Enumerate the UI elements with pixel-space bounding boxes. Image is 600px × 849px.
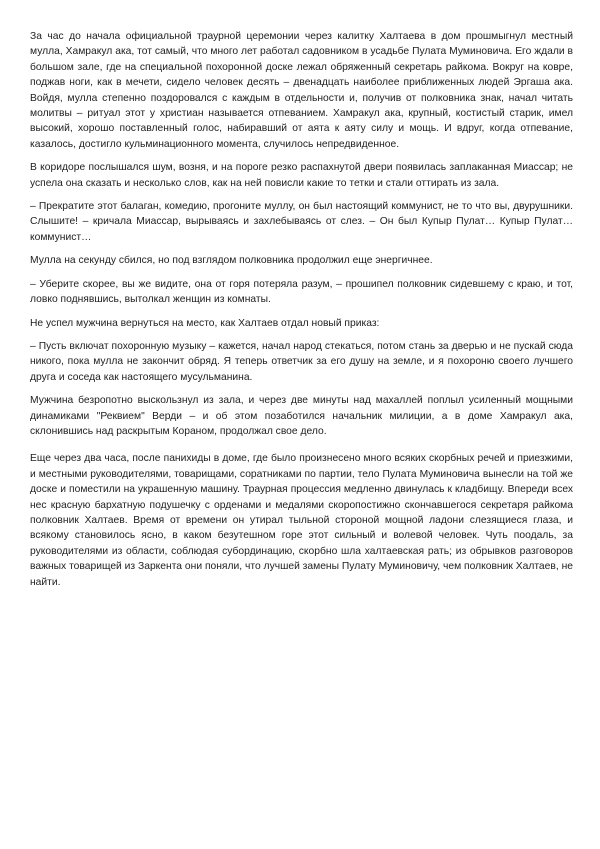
- paragraph-6: Не успел мужчина вернуться на место, как Халтаев отдал новый приказ:: [30, 317, 380, 329]
- paragraph-4: Мулла на секунду сбился, но под взглядом полковника продолжил еще энергичнее.: [30, 255, 433, 267]
- paragraph-2: В коридоре послышался шум, возня, и на пороге резко распахнутой двери появилась заплаканная Миассар; не успела она сказать и несколько слов, как на ней повисли какие то тетки и стали оттирать из зала.: [30, 162, 573, 189]
- paragraph-9: Еще через два часа, после панихиды в доме, где было произнесено много всяких скорбных речей и приезжими, и местными руководителями, товарищами, соратниками по партии, тело Пулата Муминовича вынесли на той же доске и поместили на украшенную машину. Траурная процессия медленно двинулась к кладбищу. Впереди всех нес красную бархатную подушечку с орденами и медалями скоропостижно скончавшегося секретаря райкома полковник Халтаев. Время от времени он утирал тыльной стороной мощной ладони слезящиеся глаза, и всякому становилось ясно, в каком безутешном горе этот сильный и волевой человек. Чуть поодаль, за руководителями из области, соблюдая субординацию, скорбно шла халтаевская рать; из обрывков разговоров важных товарищей из Заркента они поняли, что лучшей замены Пулату Муминовичу, чем полковник Халтаев, не найти.: [30, 453, 573, 588]
- paragraph-3: – Прекратите этот балаган, комедию, прогоните муллу, он был настоящий коммунист, не то что вы, двурушники. Слышите! – кричала Миассар, вырываясь и захлебываясь от слез. – Он был Купыр Пулат… Купыр Пулат… коммунист…: [30, 201, 573, 243]
- paragraph-5: – Уберите скорее, вы же видите, она от горя потеряла разум, – прошипел полковник сидевшему с краю, и тот, ловко поднявшись, вытолкал женщин из комнаты.: [30, 278, 573, 306]
- paragraph-8: Мужчина безропотно выскользнул из зала, и через две минуты над махаллей поплыл усиленный мощными динамиками "Реквием" Верди – и об этом позаботился начальник милиции, а в доме Хамракул ака, склонившись над раскрытым Кораном, продолжал свое дело.: [30, 395, 573, 437]
- paragraph-1: За час до начала официальной траурной церемонии через калитку Халтаева в дом прошмыгнул местный мулла, Хамракул ака, тот самый, что много лет работал садовником в усадьбе Пулата Муминовича. Его ждали в большом зале, где на специальной похоронной доске лежал обряженный секретарь райкома. Вокруг на ковре, поджав ноги, как в мечети, сидело человек десять – двенадцать наиболее приближенных людей Эргаша ака. Войдя, мулла степенно поздоровался с каждым в отдельности и, получив от полковника знак, начал читать молитвы – ритуал этот у христиан называется отпеванием. Хамракул ака, крупный, костистый старик, имел высокий, хорошо поставленный голос, набиравший от аята к аяту силу и мощь. И вдруг, когда отпевание, казалось, достигло кульминационного момента, случилось непредвиденное.: [30, 31, 573, 150]
- paragraph-7: – Пусть включат похоронную музыку – кажется, начал народ стекаться, потом стань за дверью и не пускай сюда никого, пока мулла не закончит обряд. Я теперь ответчик за его душу на земле, и я похороню своего лучшего друга и соседа как настоящего мусульманина.: [30, 340, 573, 383]
- document-page: [30, 29, 573, 598]
